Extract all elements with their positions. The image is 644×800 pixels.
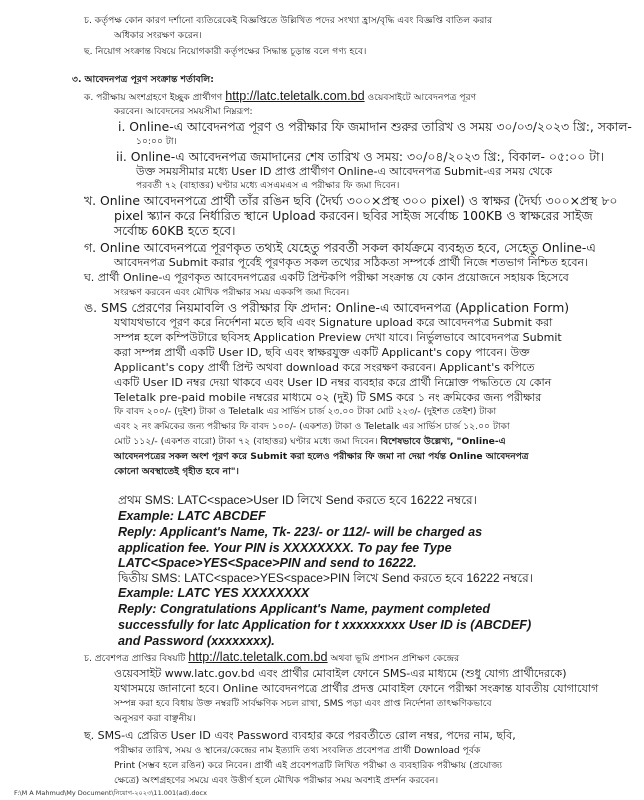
second-reply-line1: Reply: Congratulations Applicant's Name, payment completed [118,602,491,616]
item-nga-line3: সম্পন্ন হলে কম্পিউটারে ছবিসহ Application Preview দেখা যাবে। নির্ভুলভাবে আবেদনপত্র Submit [114,331,562,344]
first-reply-line2: application fee. Your PIN is XXXXXXXX. To pay fee Type [118,541,452,555]
item-cha2-line3: যথাসময়ে জানানো হবে। Online আবেদনপত্রে প্রার্থীর প্রদত্ত মোবাইল ফোনে পরীক্ষা সংক্রান্ত যাবতীয় যোগাযোগ [114,682,599,695]
item-chha2-line3: Print (সম্ভব হলে রঙিন) করে নিবেন। প্রার্থী এই প্রবেশপত্রটি লিখিত পরীক্ষা ও ব্যবহারিক পরীক্ষায় (প্রযোজ্য [114,760,503,771]
item-kha-line3: সর্বোচ্চ 60KB হতে হবে। [114,223,236,238]
item-kha-line2: pixel স্ক্যান করে নির্ধারিত স্থানে Upload করবেন। ছবির সাইজ সর্বোচ্চ 100KB ও স্বাক্ষরের সাইজ [114,208,593,223]
second-sms-instruction: দ্বিতীয় SMS: LATC<space>YES<space>PIN লিখে Send করতে হবে 16222 নম্বরে। [118,571,533,585]
second-reply-line3: and Password (xxxxxxxx). [118,634,275,648]
item-nga-line10 [114,436,506,448]
item-ka-line1 [84,90,476,104]
item-chha: ছ. নিয়োগ সংক্রান্ত বিষয়ে নিয়োগকারী কর্তৃপক্ষের সিদ্ধান্ত চূড়ান্ত বলে গণ্য হবে। [84,46,367,57]
item-ga-line1: গ. Online আবেদনপত্রে পূরণকৃত তথ্যই যেহেতু পরবর্তী সকল কার্যক্রমে ব্যবহৃত হবে, সেহেতু Online-এ [84,240,596,255]
item-ka-text: ক. পরীক্ষায় অংশগ্রহণে ইচ্ছুক প্রার্থীগণ [84,92,223,103]
admit-card-text-tail: অথবা ভূমি প্রশাসন প্রশিক্ষণ কেন্দ্রের [330,653,460,664]
item-cha-line1: চ. কর্তৃপক্ষ কোন কারণ দর্শানো ব্যতিরেকেই বিজ্ঞপ্তিতে উল্লিখিত পদের সংখ্যা হ্রাস/বৃদ্ধি এবং বিজ্ঞপ্তি বাতিল করার [84,15,493,26]
item-gha-line1: ঘ. প্রার্থী Online-এ পূরণকৃত আবেদনপত্রের একটি প্রিন্টকপি পরীক্ষা সংক্রান্ত যে কোন প্রয়োজনে সহায়ক হিসেবে [84,271,569,284]
special-note-start: বিশেষভাবে উল্লেখ্য, "Online-এ [380,436,506,447]
teletalk-link-2[interactable]: http://latc.teletalk.com.bd [188,650,328,664]
teletalk-link[interactable]: http://latc.teletalk.com.bd [225,89,365,103]
first-sms-example: Example: LATC ABCDEF [118,509,266,523]
schedule-start-time: ১০:০০ টা। [136,136,177,147]
item-nga-line6: একটি User ID নম্বর দেয়া থাকবে এবং User ID নম্বর ব্যবহার করে প্রার্থী নিম্নোক্ত পদ্ধতিতে যে কোন [114,376,552,389]
schedule-end: ii. Online-এ আবেদনপত্র জমাদানের শেষ তারিখ ও সময়: ৩০/০৪/২০২৩ খ্রি:, বিকাল- ০৫:০০ টা। [116,149,605,164]
first-sms-instruction: প্রথম SMS: LATC<space>User ID লিখে Send করতে হবে 16222 নম্বরে। [118,493,477,507]
item-cha-line2: অধিকার সংরক্ষণ করেন। [114,30,202,41]
schedule-note-line1: উক্ত সময়সীমার মধ্যে User ID প্রাপ্ত প্রার্থীগণ Online-এ আবেদনপত্র Submit-এর সময় থেকে [136,165,553,178]
schedule-start: i. Online-এ আবেদনপত্র পূরণ ও পরীক্ষার ফি জমাদান শুরুর তারিখ ও সময় ৩০/০৩/২০২৩ খ্রি:, সকাল- [118,120,632,134]
special-note-line3: কোনো অবস্থাতেই গৃহীত হবে না"। [114,466,239,477]
item-nga-line2: যথাযথভাবে পূরণ করে নির্দেশনা মতে ছবি এবং Signature upload করে আবেদনপত্র Submit করা [114,316,553,329]
item-nga-line7: Teletalk pre-paid mobile নম্বরের মাধ্যমে ০২ (দুই) টি SMS করে ১ নং ক্রমিকের জন্য পরীক্ষার [114,391,542,404]
item-chha2-line2: পরীক্ষার তারিখ, সময় ও স্থানের/কেন্দ্রের নাম ইত্যাদি তথ্য সংবলিত প্রবেশপত্র প্রার্থী Download পূর্বক [114,745,481,756]
item-nga-line9: এবং ২ নং ক্রমিকের জন্য পরীক্ষার ফি বাবদ ১০০/- (একশত) টাকা ও Teletalk এর সার্ভিস চার্জ ১২.০০ টাকা [114,421,510,432]
item-cha2-line2: ওয়েবসাইট www.latc.gov.bd এবং প্রার্থীর মোবাইল ফোনে SMS-এর মাধ্যমে (শুধু যোগ্য প্রার্থীদেরকে) [114,667,567,680]
fee-deadline-text: মোট ১১২/- (একশত বারো) টাকা ৭২ (বাহাত্তর) ঘণ্টার মধ্যে জমা দিবেন। [114,436,378,447]
second-reply-line2: successfully for latc Application for t xxxxxxxxx User ID is (ABCDEF) [118,618,532,632]
file-path-footer: F:\M A Mahmud\My Document\নিয়োগ-২০২৩\11.001(ad).docx [14,789,207,797]
special-note-line2: আবেদনপত্রের সকল অংশ পূরণ করে Submit করা হলেও পরীক্ষার ফি জমা না দেয়া পর্যন্ত Online আবেদনপত্র [114,451,529,462]
admit-card-text: চ. প্রবেশপত্র প্রাপ্তির বিষয়টি [84,653,186,664]
item-nga-line4: করা সম্পন্ন প্রার্থী একটি User ID, ছবি এবং স্বাক্ষরযুক্ত একটি Applicant's copy পাবেন। উক্ত [114,346,530,359]
item-chha2-line1: ছ. SMS-এ প্রেরিত User ID এবং Password ব্যবহার করে পরবর্তীতে রোল নম্বর, পদের নাম, ছবি, [84,729,516,742]
item-nga-line1: ঙ. SMS প্রেরণের নিয়মাবলি ও পরীক্ষার ফি প্রদান: Online-এ আবেদনপত্র (Application Form) [84,300,570,315]
schedule-note-line2: পরবর্তী ৭২ (বাহাত্তর) ঘণ্টার মধ্যে এসএমএস এ পরীক্ষার ফি জমা দিবেন। [136,180,400,191]
item-kha-line1: খ. Online আবেদনপত্রে প্রার্থী তাঁর রঙিন ছবি (দৈর্ঘ্য ৩০০×প্রস্থ ৩০০ pixel) ও স্বাক্ষর (দৈর্ঘ্য ৩০০×প্রস্থ ৮০ [84,193,618,208]
item-gha-line2: সংরক্ষণ করবেন এবং মৌখিক পরীক্ষার সময় এককপি জমা দিবেন। [114,287,350,298]
item-nga-line8: ফি বাবদ ২০০/- (দুইশ) টাকা ও Teletalk এর সার্ভিস চার্জ ২৩.০০ টাকা মোট ২২৩/- (দুইশত তেইশ) টাকা [114,406,497,417]
item-nga-line5: Applicant's copy প্রার্থী প্রিন্ট অথবা download করে সংরক্ষণ করবেন। Applicant's কপিতে [114,361,535,374]
item-cha2-line4: সম্পন্ন করা হবে বিধায় উক্ত নম্বরটি সার্বক্ষণিক সচল রাখা, SMS পড়া এবং প্রাপ্ত নির্দেশনা তাৎক্ষণিকভাবে [114,698,492,709]
item-cha2-line5: অনুসরণ করা বাঞ্ছনীয়। [114,713,196,724]
second-sms-example: Example: LATC YES XXXXXXXX [118,586,310,600]
item-ga-line2: আবেদনপত্র Submit করার পূর্বেই পূরণকৃত সকল তথ্যের সঠিকতা সম্পর্কে প্রার্থী নিজে শতভাগ নিশ্চিত হবেন। [114,256,588,269]
item-ka-text-tail: ওয়েবসাইটে আবেদনপত্র পূরণ [367,92,477,103]
first-reply-line1: Reply: Applicant's Name, Tk- 223/- or 112/- will be charged as [118,525,483,539]
item-chha2-line4: ক্ষেত্রে) অংশগ্রহণের সময়ে এবং উত্তীর্ণ হলে মৌখিক পরীক্ষার সময় অবশ্যই প্রদর্শন করবেন। [114,775,439,786]
first-reply-line3: LATC<Space>YES<Space>PIN and send to 16222. [118,556,417,570]
item-cha2-line1 [84,651,459,665]
section-heading: ৩. আবেদনপত্র পূরণ সংক্রান্ত শর্তাবলি: [72,74,214,85]
item-ka-line2: করবেন। আবেদনের সময়সীমা নিম্নরূপ: [114,106,253,117]
